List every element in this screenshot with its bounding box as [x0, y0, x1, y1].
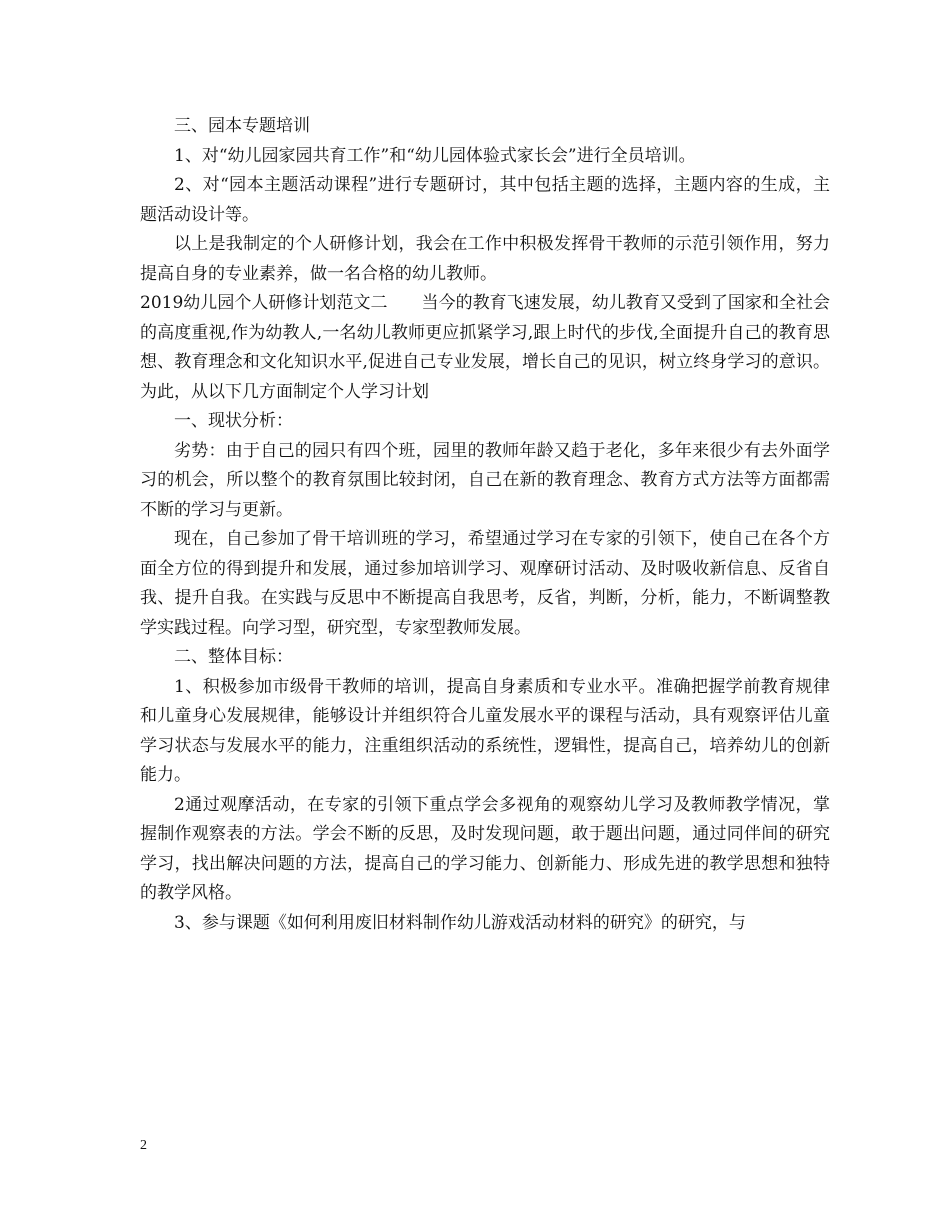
paragraph-title-intro: 2019幼儿园个人研修计划范文二 当今的教育飞速发展，幼儿教育又受到了国家和全社会的高度重视,作为幼教人,一名幼儿教师更应抓紧学习,跟上时代的步伐,全面提升自己的教育思想、教育理念和文化知识水平,促进自己专业发展，增长自己的见识，树立终身学习的意识。为此，从以下几方面制定个人学习计划 [140, 293, 830, 402]
section-heading-1: 一、现状分析： [174, 411, 293, 431]
paragraph: 现在，自己参加了骨干培训班的学习，希望通过学习在专家的引领下，使自己在各个方面全方位的得到提升和发展，通过参加培训学习、观摩研讨活动、及时吸收新信息、反省自我、提升自我。在实践与反思中不断提高自我思考，反省，判断，分析，能力，不断调整教学实践过程。向学习型，研究型，专家型教师发展。 [140, 529, 830, 638]
section-heading-3: 三、园本专题培训 [174, 116, 310, 136]
paragraph: 1、积极参加市级骨干教师的培训，提高自身素质和专业水平。准确把握学前教育规律和儿童身心发展规律，能够设计并组织符合儿童发展水平的课程与活动，具有观察评估儿童学习状态与发展水平的能力，注重组织活动的系统性，逻辑性，提高自己，培养幼儿的创新能力。 [140, 676, 830, 785]
paragraph: 劣势：由于自己的园只有四个班，园里的教师年龄又趋于老化，多年来很少有去外面学习的机会，所以整个的教育氛围比较封闭，自己在新的教育理念、教育方式方法等方面都需不断的学习与更新。 [140, 440, 830, 520]
paragraph: 以上是我制定的个人研修计划，我会在工作中积极发挥骨干教师的示范引领作用，努力提高自身的专业素养，做一名合格的幼儿教师。 [140, 234, 830, 284]
document-body [140, 112, 830, 938]
page-number: 2 [140, 1138, 147, 1153]
paragraph: 1、对“幼儿园家园共育工作”和“幼儿园体验式家长会”进行全员培训。 [174, 145, 696, 166]
paragraph: 2通过观摩活动，在专家的引领下重点学会多视角的观察幼儿学习及教师教学情况，掌握制作观察表的方法。学会不断的反思，及时发现问题，敢于题出问题，通过同伴间的研究学习，找出解决问题的方法，提高自己的学习能力、创新能力、形成先进的教学思想和独特的教学风格。 [140, 794, 830, 903]
section-heading-2: 二、整体目标： [174, 647, 293, 667]
paragraph: 3、参与课题《如何利用废旧材料制作幼儿游戏活动材料的研究》的研究，与 [174, 912, 746, 933]
paragraph: 2、对“园本主题活动课程”进行专题研讨，其中包括主题的选择，主题内容的生成，主题活动设计等。 [140, 175, 830, 225]
